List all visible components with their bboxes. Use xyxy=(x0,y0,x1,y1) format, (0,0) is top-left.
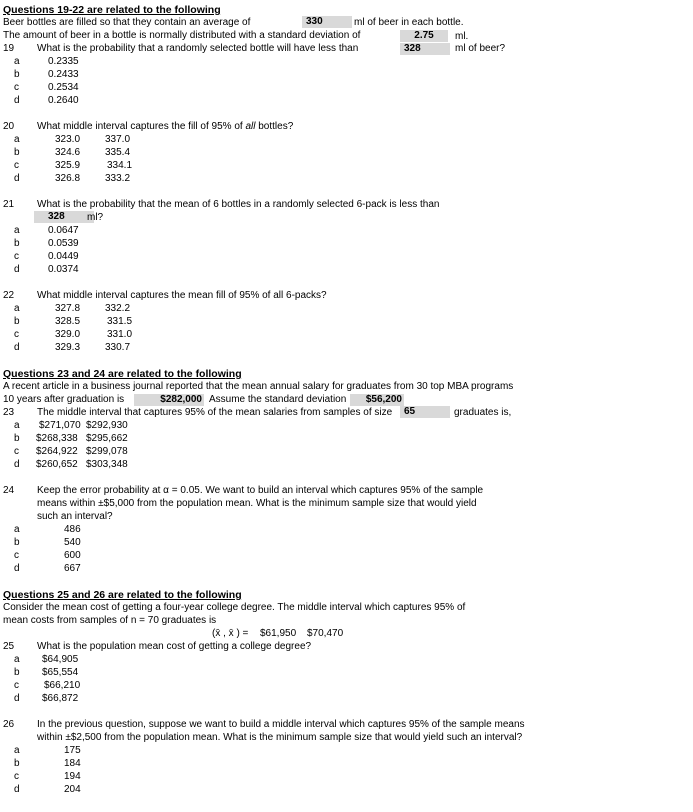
option-value: 0.2640 xyxy=(48,95,79,106)
question-number: 26 xyxy=(3,719,15,730)
question-text-suffix: ml of beer? xyxy=(455,43,506,54)
option-letter: b xyxy=(14,147,20,158)
question-text-part: What middle interval captures the fill of 95% of xyxy=(37,121,243,132)
option-letter: d xyxy=(14,264,20,275)
intro-line-2: The amount of beer in a bottle is normally distributed with a standard deviation of xyxy=(3,30,361,41)
question-number: 22 xyxy=(3,290,15,301)
option-letter: c xyxy=(14,329,19,340)
option-high: $292,930 xyxy=(86,420,128,431)
intro-line-2-middle: Assume the standard deviation xyxy=(209,394,347,405)
option-letter: b xyxy=(14,537,20,548)
option-letter: a xyxy=(14,654,20,665)
intro-line-2-suffix: ml. xyxy=(455,31,469,42)
question-text-emphasis: all xyxy=(245,121,256,132)
option-low: 325.9 xyxy=(55,160,81,171)
question-number: 24 xyxy=(3,485,15,496)
option-high: 335.4 xyxy=(105,147,131,158)
question-number: 25 xyxy=(3,641,15,652)
option-letter: a xyxy=(14,303,20,314)
option-value: $65,554 xyxy=(42,667,79,678)
question-number: 19 xyxy=(3,43,15,54)
intro-line-1: A recent article in a business journal reported that the mean annual salary for graduates from 30 top MBA programs xyxy=(3,381,514,392)
question-number: 23 xyxy=(3,407,15,418)
option-letter: c xyxy=(14,82,19,93)
option-letter: b xyxy=(14,238,20,249)
option-letter: d xyxy=(14,784,20,795)
option-letter: a xyxy=(14,745,20,756)
option-letter: d xyxy=(14,173,20,184)
option-value: 0.0539 xyxy=(48,238,79,249)
question-text: The middle interval that captures 95% of the mean salaries from samples of size xyxy=(37,407,393,418)
option-value: $66,210 xyxy=(44,680,81,691)
option-high: 332.2 xyxy=(105,303,131,314)
option-value: 600 xyxy=(64,550,81,561)
section-heading-19-22: Questions 19-22 are related to the following xyxy=(3,4,221,16)
question-text-suffix: graduates is, xyxy=(454,407,512,418)
option-high: 331.0 xyxy=(107,329,133,340)
option-letter: a xyxy=(14,420,20,431)
option-letter: c xyxy=(14,550,19,561)
option-letter: a xyxy=(14,524,20,535)
option-value: 486 xyxy=(64,524,81,535)
option-low: 327.8 xyxy=(55,303,81,314)
option-low: 324.6 xyxy=(55,147,81,158)
option-letter: a xyxy=(14,56,20,67)
question-text-line: In the previous question, suppose we want to build a middle interval which captures 95% of the sample means xyxy=(37,719,525,730)
option-low: $260,652 xyxy=(36,459,78,470)
option-letter: c xyxy=(14,680,19,691)
interval-label: (x̄ , x̄ ) = xyxy=(212,628,249,639)
question-text: What is the probability that the mean of 6 bottles in a randomly selected 6-pack is less than xyxy=(37,199,440,210)
option-value: 175 xyxy=(64,745,81,756)
option-high: 330.7 xyxy=(105,342,131,353)
section-heading-25-26: Questions 25 and 26 are related to the following xyxy=(3,589,242,601)
section-heading-23-24: Questions 23 and 24 are related to the following xyxy=(3,368,242,380)
option-low: 329.3 xyxy=(55,342,81,353)
intro-line-1: Consider the mean cost of getting a four-year college degree. The middle interval which captures 95% of xyxy=(3,602,466,613)
intro-line-2: 10 years after graduation is xyxy=(3,394,125,405)
sd-value-cell: 2.75 xyxy=(400,30,448,42)
option-low: 323.0 xyxy=(55,134,81,145)
question-text: What is the probability that a randomly selected bottle will have less than xyxy=(37,43,359,54)
option-letter: d xyxy=(14,563,20,574)
option-value: 0.0647 xyxy=(48,225,79,236)
option-value: 0.2335 xyxy=(48,56,79,67)
option-letter: a xyxy=(14,134,20,145)
option-value: 0.2534 xyxy=(48,82,79,93)
question-text-part: bottles? xyxy=(258,121,294,132)
intro-line-1: Beer bottles are filled so that they contain an average of xyxy=(3,17,251,28)
mean-value-cell: 330 xyxy=(302,16,352,28)
option-high: 334.1 xyxy=(107,160,133,171)
option-letter: c xyxy=(14,771,19,782)
option-high: $303,348 xyxy=(86,459,128,470)
option-value: 0.0374 xyxy=(48,264,79,275)
option-letter: c xyxy=(14,160,19,171)
option-high: $295,662 xyxy=(86,433,128,444)
option-low: $264,922 xyxy=(36,446,78,457)
option-letter: d xyxy=(14,459,20,470)
intro-line-2: mean costs from samples of n = 70 graduates is xyxy=(3,615,217,626)
sd-salary-cell: $56,200 xyxy=(350,394,404,406)
option-low: $268,338 xyxy=(36,433,78,444)
option-low: $271,070 xyxy=(39,420,81,431)
option-letter: c xyxy=(14,446,19,457)
threshold-value-cell: 328 xyxy=(34,211,94,223)
option-value: 540 xyxy=(64,537,81,548)
option-letter: b xyxy=(14,667,20,678)
option-high: 331.5 xyxy=(107,316,133,327)
option-high: 333.2 xyxy=(105,173,131,184)
option-value: 204 xyxy=(64,784,81,795)
option-value: 0.2433 xyxy=(48,69,79,80)
option-value: $64,905 xyxy=(42,654,79,665)
option-letter: b xyxy=(14,433,20,444)
option-letter: b xyxy=(14,69,20,80)
question-number: 21 xyxy=(3,199,15,210)
question-text-line: means within ±$5,000 from the population mean. What is the minimum sample size that would yield xyxy=(37,498,477,509)
question-text xyxy=(37,121,293,133)
option-low: 329.0 xyxy=(55,329,81,340)
option-letter: d xyxy=(14,95,20,106)
question-text-line: such an interval? xyxy=(37,511,113,522)
mean-salary-cell: $282,000 xyxy=(134,394,204,406)
option-letter: a xyxy=(14,225,20,236)
option-letter: b xyxy=(14,758,20,769)
option-letter: d xyxy=(14,342,20,353)
question-text-line: within ±$2,500 from the population mean. What is the minimum sample size that would yield such an interval? xyxy=(37,732,523,743)
sample-size-cell: 65 xyxy=(400,406,450,418)
option-value: 194 xyxy=(64,771,81,782)
question-number: 20 xyxy=(3,121,15,132)
question-text-line: Keep the error probability at α = 0.05. We want to build an interval which captures 95% of the sample xyxy=(37,485,484,496)
option-high: $299,078 xyxy=(86,446,128,457)
option-letter: b xyxy=(14,316,20,327)
intro-line-1-suffix: ml of beer in each bottle. xyxy=(354,17,464,28)
option-value: $66,872 xyxy=(42,693,79,704)
question-text: What middle interval captures the mean fill of 95% of all 6-packs? xyxy=(37,290,327,301)
option-low: 328.5 xyxy=(55,316,81,327)
option-low: 326.8 xyxy=(55,173,81,184)
question-text: What is the population mean cost of getting a college degree? xyxy=(37,641,312,652)
option-letter: d xyxy=(14,693,20,704)
threshold-value-cell: 328 xyxy=(400,43,450,55)
option-value: 0.0449 xyxy=(48,251,79,262)
interval-high: $70,470 xyxy=(307,628,344,639)
option-letter: c xyxy=(14,251,19,262)
option-value: 184 xyxy=(64,758,81,769)
option-value: 667 xyxy=(64,563,81,574)
option-high: 337.0 xyxy=(105,134,131,145)
question-text-suffix: ml? xyxy=(87,212,104,223)
interval-low: $61,950 xyxy=(260,628,297,639)
